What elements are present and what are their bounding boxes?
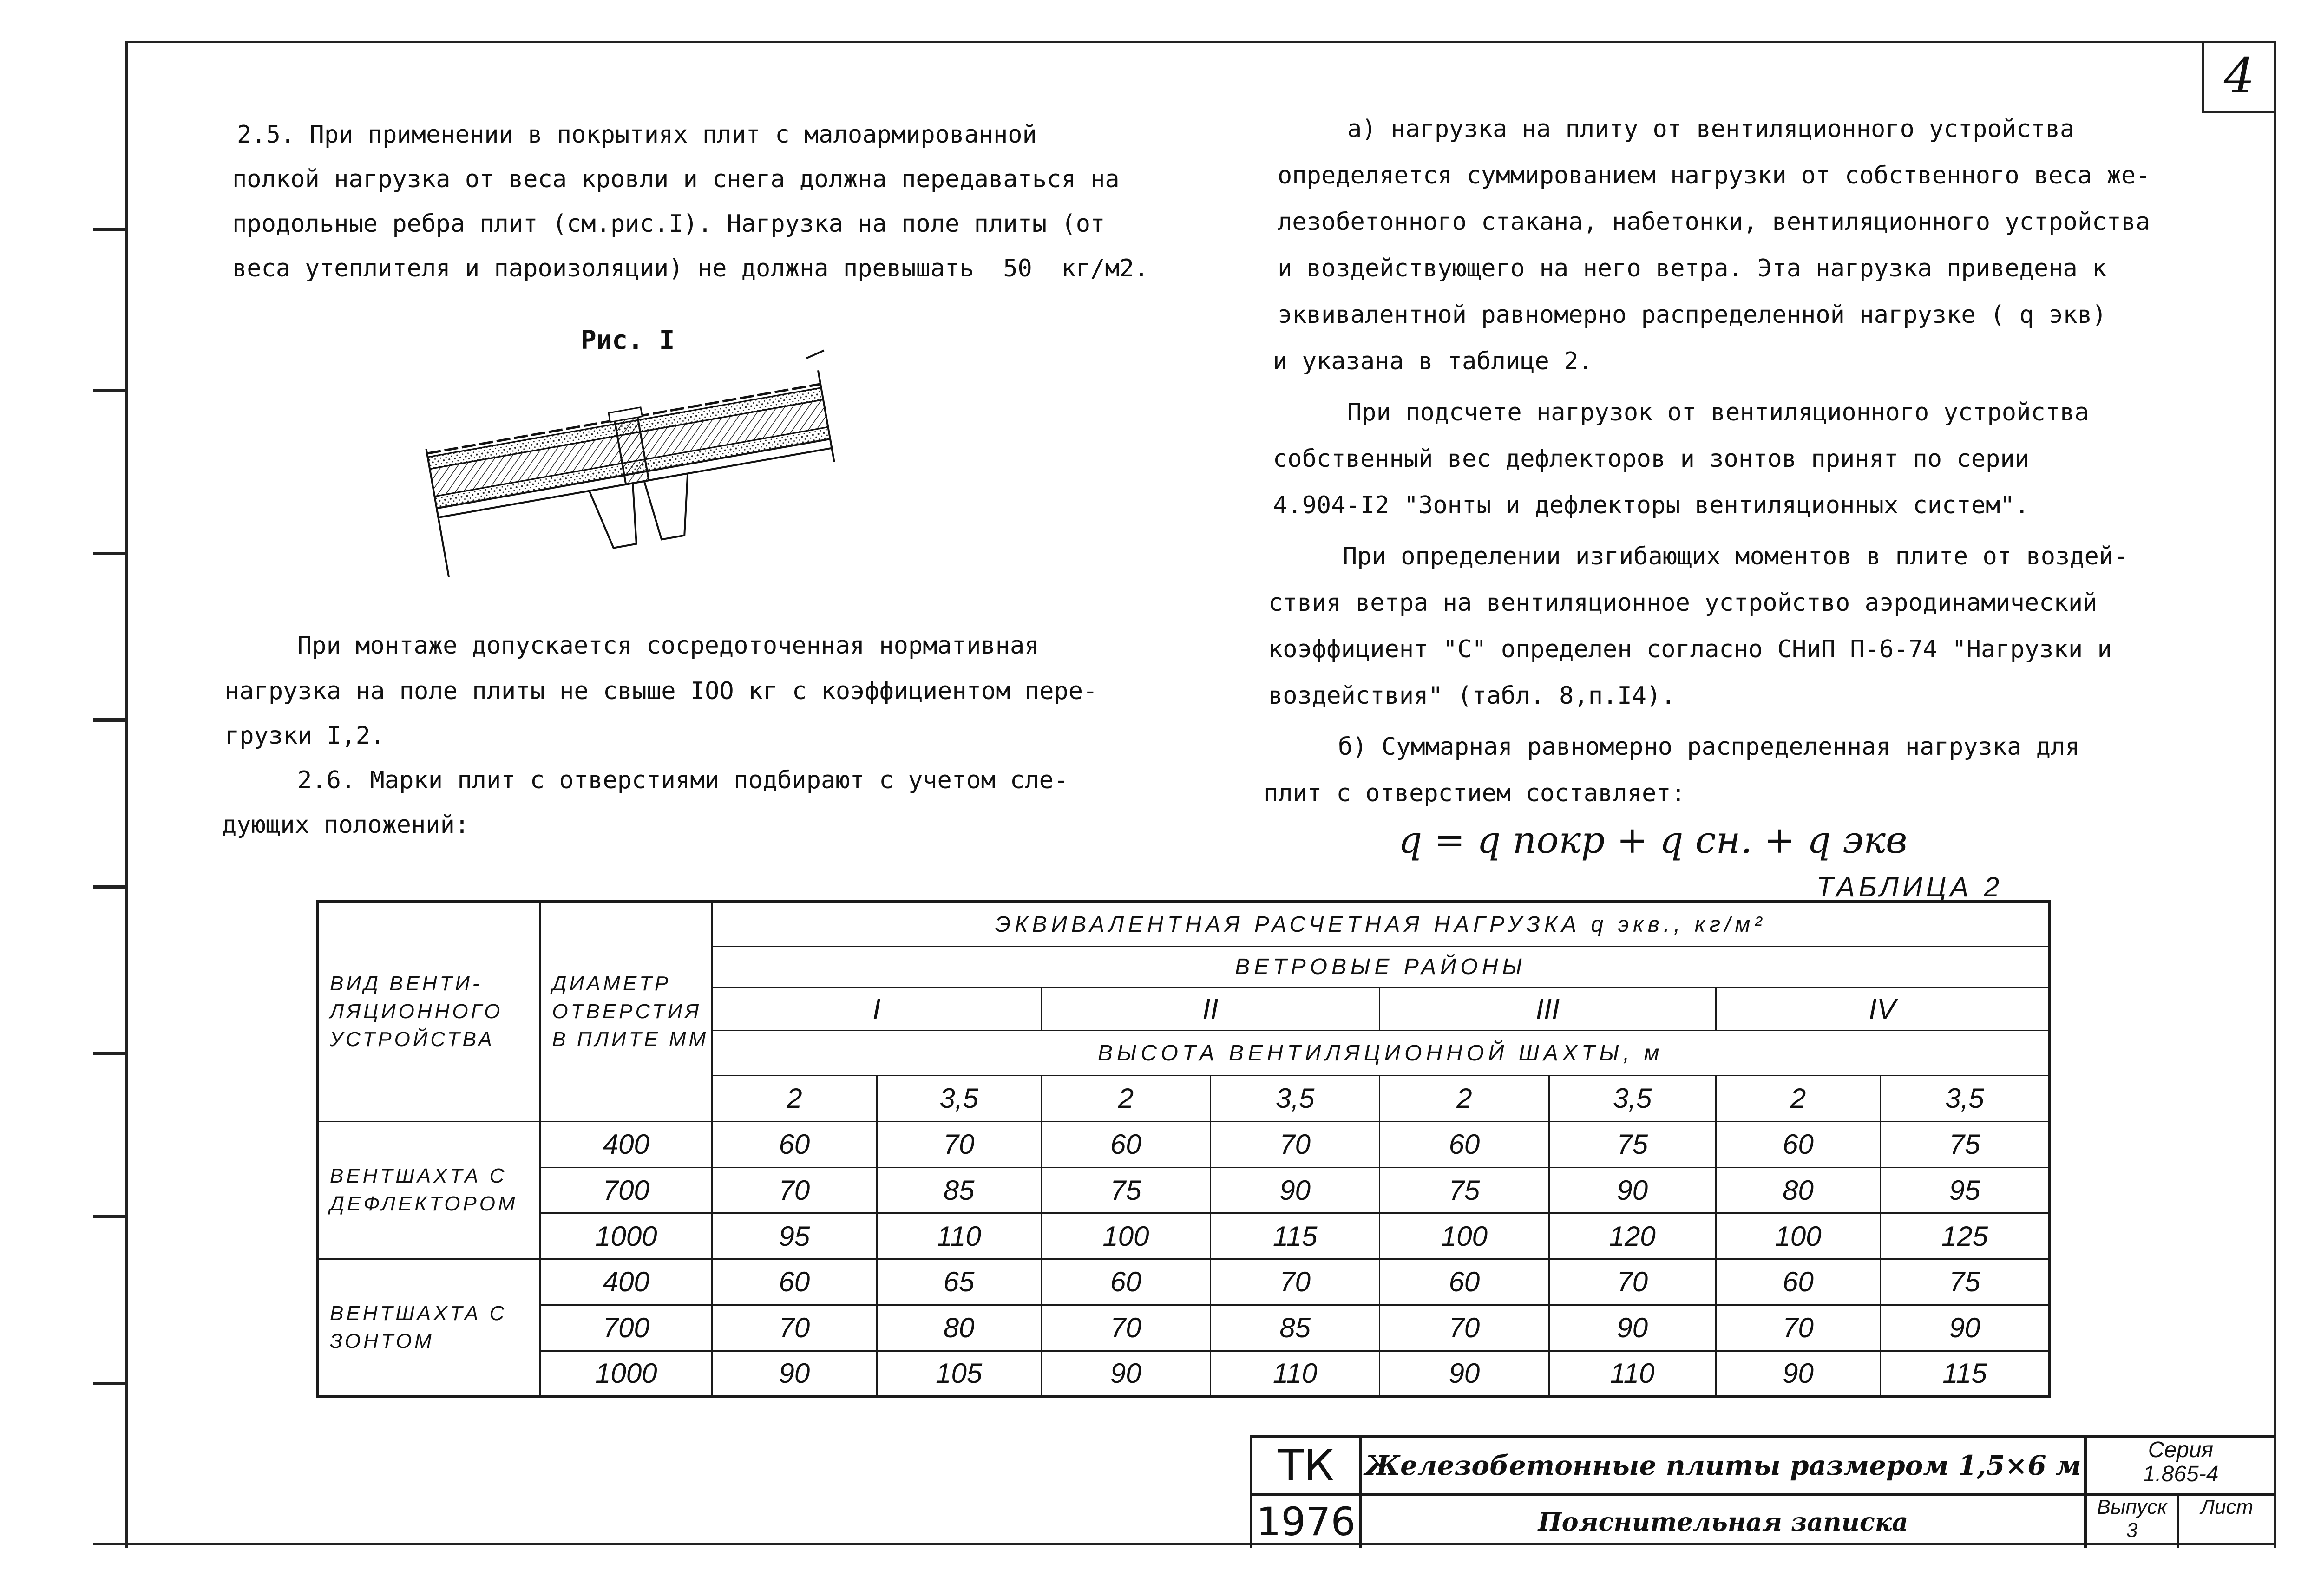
item-a-line-4: и воздействующего на него ветра. Эта нагрузка приведена к [1278,255,2107,282]
value-cell: 90 [1211,1167,1380,1213]
header-wind-regions: ВЕТРОВЫЕ РАЙОНЫ [712,947,2050,988]
item-b-line-1: б) Суммарная равномерно распределенная нагрузка для [1338,733,2080,761]
value-cell: 65 [877,1259,1041,1305]
section-2-6-line-2: дующих положений: [222,811,470,839]
value-cell: 75 [1881,1259,2050,1305]
value-cell: 75 [1041,1167,1210,1213]
diameter-cell: 1000 [540,1213,712,1259]
title-block-year: 1976 [1256,1499,1356,1544]
table-header-row [317,902,2050,947]
height-header: 2 [1716,1076,1880,1122]
table-title: ТАБЛИЦА 2 [1816,871,2003,903]
margin-tick [93,552,126,555]
height-header: 3,5 [877,1076,1041,1122]
margin-tick [93,1215,126,1218]
value-cell: 70 [1716,1305,1880,1351]
value-cell: 110 [1211,1351,1380,1397]
moments-line-1: При определении изгибающих моментов в плите от воздей- [1343,543,2128,570]
deflectors-line-1: При подсчете нагрузок от вентиляционного устройства [1347,399,2089,426]
sheet-number: 4 [2202,41,2274,113]
mounting-line-1: При монтаже допускается сосредоточенная нормативная [297,632,1039,660]
diameter-cell: 400 [540,1121,712,1167]
value-cell: 60 [712,1121,877,1167]
value-cell: 60 [1716,1121,1880,1167]
group-label-umbrella: ВЕНТШАХТА С ЗОНТОМ [317,1259,540,1397]
region-header: IV [1716,988,2050,1031]
value-cell: 85 [877,1167,1041,1213]
figure-title: Рис. I [581,325,675,355]
value-cell: 100 [1380,1213,1549,1259]
column-header-type: ВИД ВЕНТИ-ЛЯЦИОННОГО УСТРОЙСТВА [317,902,540,1121]
item-a-line-6: и указана в таблице 2. [1273,347,1593,375]
load-formula: q = q покр + q сн. + q экв [1398,818,1908,862]
table-row [317,1167,2050,1213]
title-block-sheet [2179,1496,2275,1548]
value-cell: 125 [1881,1213,2050,1259]
section-2-6-line-1: 2.6. Марки плит с отверстиями подбирают с учетом сле- [297,766,1069,794]
table-row [317,1305,2050,1351]
section-2-5-line-1: 2.5. При применении в покрытиях плит с малоармированной [237,121,1037,149]
table-row [317,1121,2050,1167]
title-block-issue [2087,1496,2177,1548]
margin-tick [93,1382,126,1385]
value-cell: 70 [1211,1259,1380,1305]
height-header: 2 [712,1076,877,1122]
value-cell: 70 [712,1167,877,1213]
item-b-line-2: плит с отверстием составляет: [1264,779,1685,807]
item-a-line-1: а) нагрузка на плиту от вентиляционного устройства [1347,115,2075,143]
value-cell: 70 [1549,1259,1716,1305]
height-header: 2 [1380,1076,1549,1122]
title-block-subtitle: Пояснительная записка [1538,1507,1908,1537]
margin-tick [93,228,126,231]
table-row [317,1213,2050,1259]
value-cell: 110 [1549,1351,1716,1397]
value-cell: 70 [1380,1305,1549,1351]
title-block [1250,1435,2275,1548]
value-cell: 60 [712,1259,877,1305]
deflectors-line-2: собственный вес дефлекторов и зонтов принят по серии [1273,445,2029,473]
value-cell: 90 [1549,1167,1716,1213]
value-cell: 95 [712,1213,877,1259]
value-cell: 115 [1881,1351,2050,1397]
deflectors-line-3: 4.904-I2 "Зонты и дефлекторы вентиляционных систем". [1273,491,2029,519]
roof-section-figure [418,348,859,608]
region-header: III [1380,988,1716,1031]
value-cell: 90 [712,1351,877,1397]
series-label: Серия [2148,1438,2214,1462]
section-2-5-line-2: полкой нагрузка от веса кровли и снега должна передаваться на [232,165,1120,193]
table-row [317,1351,2050,1397]
value-cell: 115 [1211,1213,1380,1259]
value-cell: 60 [1716,1259,1880,1305]
item-a-line-2: определяется суммированием нагрузки от собственного веса же- [1278,162,2151,190]
value-cell: 120 [1549,1213,1716,1259]
value-cell: 75 [1881,1121,2050,1167]
value-cell: 60 [1380,1259,1549,1305]
value-cell: 90 [1380,1351,1549,1397]
value-cell: 90 [1716,1351,1880,1397]
region-header: I [712,988,1042,1031]
moments-line-2: ствия ветра на вентиляционное устройство аэродинамический [1268,589,2098,617]
height-header: 3,5 [1881,1076,2050,1122]
title-block-title: Железобетонные плиты размером 1,5×6 м [1365,1450,2081,1481]
margin-tick [93,1052,126,1055]
value-cell: 70 [1041,1305,1210,1351]
issue-value: 3 [2126,1519,2138,1542]
section-2-5-line-3: продольные ребра плит (см.рис.I). Нагрузка на поле плиты (от [232,210,1105,238]
region-header: II [1041,988,1380,1031]
item-a-line-3: лезобетонного стакана, набетонки, вентиляционного устройства [1278,208,2151,236]
diameter-cell: 400 [540,1259,712,1305]
value-cell: 80 [1716,1167,1880,1213]
value-cell: 70 [712,1305,877,1351]
moments-line-3: коэффициент "С" определен согласно СНиП П-6-74 "Нагрузки и [1268,635,2112,663]
height-header: 3,5 [1549,1076,1716,1122]
value-cell: 90 [1549,1305,1716,1351]
title-block-series [2087,1438,2275,1493]
mounting-line-2: нагрузка на поле плиты не свыше IOO кг с коэффициентом пере- [225,677,1098,705]
value-cell: 60 [1380,1121,1549,1167]
diameter-cell: 1000 [540,1351,712,1397]
margin-tick [93,389,126,392]
value-cell: 100 [1041,1213,1210,1259]
value-cell: 100 [1716,1213,1880,1259]
value-cell: 60 [1041,1121,1210,1167]
value-cell: 105 [877,1351,1041,1397]
height-header: 2 [1041,1076,1210,1122]
diameter-cell: 700 [540,1167,712,1213]
value-cell: 70 [1211,1121,1380,1167]
moments-line-4: воздействия" (табл. 8,п.I4). [1268,682,1676,710]
value-cell: 75 [1549,1121,1716,1167]
value-cell: 75 [1380,1167,1549,1213]
height-header: 3,5 [1211,1076,1380,1122]
value-cell: 60 [1041,1259,1210,1305]
mounting-line-3: грузки I,2. [225,722,385,750]
header-shaft-height: ВЫСОТА ВЕНТИЛЯЦИОННОЙ ШАХТЫ, м [712,1031,2050,1076]
section-2-5-line-4: веса утеплителя и пароизоляции) не должна превышать 50 кг/м2. [232,255,1149,282]
load-table [316,900,2051,1398]
header-equivalent-load: ЭКВИВАЛЕНТНАЯ РАСЧЕТНАЯ НАГРУЗКА q экв., кг/м² [712,902,2050,947]
value-cell: 85 [1211,1305,1380,1351]
value-cell: 70 [877,1121,1041,1167]
title-block-org: ТК [1278,1440,1334,1491]
sheet-label: Лист [2200,1496,2254,1518]
value-cell: 90 [1041,1351,1210,1397]
group-label-deflector: ВЕНТШАХТА С ДЕФЛЕКТОРОМ [317,1121,540,1259]
issue-label: Выпуск [2097,1496,2167,1518]
column-header-diameter: ДИАМЕТР ОТВЕРСТИЯ В ПЛИТЕ ММ [540,902,712,1121]
margin-tick [93,718,126,722]
value-cell: 80 [877,1305,1041,1351]
value-cell: 95 [1881,1167,2050,1213]
table-row [317,1259,2050,1305]
value-cell: 90 [1881,1305,2050,1351]
item-a-line-5: эквивалентной равномерно распределенной нагрузке ( q экв) [1278,301,2107,329]
diameter-cell: 700 [540,1305,712,1351]
value-cell: 110 [877,1213,1041,1259]
margin-tick [93,885,126,889]
series-value: 1.865-4 [2143,1462,2219,1486]
